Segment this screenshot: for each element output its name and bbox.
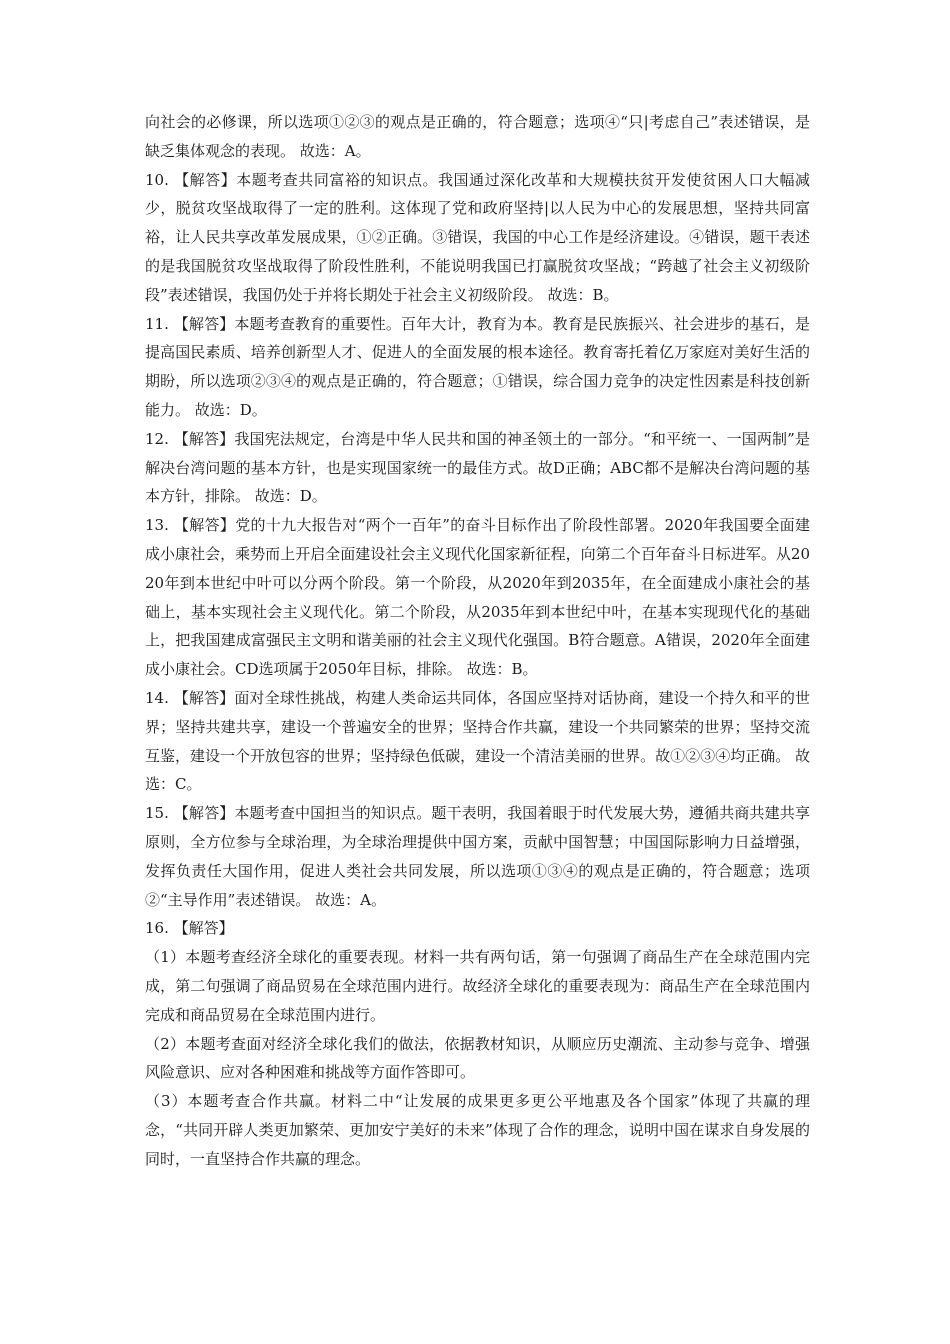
answer-paragraph-16-part-3: （3）本题考查合作共赢。材料二中“让发展的成果更多更公平地惠及各个国家”体现了共赢的理念，“共同开辟人类更加繁荣、更加安宁美好的未来”体现了合作的理念，说明中国在谋求自身发展的同时，一直坚持合作共赢的理念。 xyxy=(145,1092,810,1168)
answer-paragraph-11: 11. 【解答】本题考查教育的重要性。百年大计，教育为本。教育是民族振兴、社会进步的基石，是提高国民素质、培养创新型人才、促进人的全面发展的根本途径。教育寄托着亿万家庭对美好生活的期盼，所以选项②③④的观点是正确的，符合题意；①错误，综合国力竞争的决定性因素是科技创新能力。 故选：D。 xyxy=(145,314,810,419)
answer-paragraph-16-part-1: （1）本题考查经济全球化的重要表现。材料一共有两句话，第一句强调了商品生产在全球范围内完成，第二句强调了商品贸易在全球范围内进行。故经济全球化的重要表现为：商品生产在全球范围内完成和商品贸易在全球范围内进行。 xyxy=(145,948,810,1024)
answer-text-block xyxy=(145,108,810,1173)
answer-paragraph-12: 12. 【解答】我国宪法规定，台湾是中华人民共和国的神圣领土的一部分。“和平统一、一国两制”是解决台湾问题的基本方针，也是实现国家统一的最佳方式。故D正确；ABC都不是解决台湾问题的基本方针，排除。 故选：D。 xyxy=(145,429,810,506)
answer-paragraph-10: 10. 【解答】本题考查共同富裕的知识点。我国通过深化改革和大规模扶贫开发使贫困人口大幅减少，脱贫攻坚战取得了一定的胜利。这体现了党和政府坚持|以人民为中心的发展思想，坚持共同富裕，让人民共享改革发展成果，①②正确。③错误，我国的中心工作是经济建设。④错误，题干表述的是我国脱贫攻坚战取得了阶段性胜利，不能说明我国已打赢脱贫攻坚战；“跨越了社会主义初级阶段”表述错误，我国仍处于并将长期处于社会主义初级阶段。 故选：B。 xyxy=(145,170,810,304)
answer-paragraph-9-continued: 向社会的必修课，所以选项①②③的观点是正确的，符合题意；选项④“只|考虑自己”表述错误，是缺乏集体观念的表现。 故选：A。 xyxy=(145,113,810,160)
answer-paragraph-14: 14. 【解答】面对全球性挑战，构建人类命运共同体，各国应坚持对话协商，建设一个持久和平的世界；坚持共建共享，建设一个普遍安全的世界；坚持合作共赢，建设一个共同繁荣的世界；坚持交流互鉴，建设一个开放包容的世界；坚持绿色低碳，建设一个清洁美丽的世界。故①②③④均正确。 故选：C。 xyxy=(145,688,810,794)
answer-paragraph-15: 15. 【解答】本题考查中国担当的知识点。题干表明，我国着眼于时代发展大势，遵循共商共建共享原则，全方位参与全球治理，为全球治理提供中国方案，贡献中国智慧；中国国际影响力日益增强，发挥负责任大国作用，促进人类社会共同发展，所以选项①③④的观点是正确的，符合题意；选项②“主导作用”表述错误。 故选：A。 xyxy=(145,804,810,909)
answer-paragraph-16-part-2: （2）本题考查面对经济全球化我们的做法，依据教材知识，从顺应历史潮流、主动参与竞争、增强风险意识、应对各种困难和挑战等方面作答即可。 xyxy=(145,1034,810,1082)
answer-paragraph-16-heading: 16. 【解答】 xyxy=(145,919,234,938)
answer-paragraph-13: 13. 【解答】党的十九大报告对“两个一百年”的奋斗目标作出了阶段性部署。2020年我国要全面建成小康社会，乘势而上开启全面建设社会主义现代化国家新征程，向第二个百年奋斗日标进军。从2020年到本世纪中叶可以分两个阶段。第一个阶段，从2020年到2035年，在全面建成小康社会的基础上，基本实现社会主义现代化。第二个阶段，从2035年到本世纪中叶，在基本实现现代化的基础上，把我国建成富强民主文明和谐美丽的社会主义现代化强国。B符合题意。A错误，2020年全面建成小康社会。CD选项属于2050年目标，排除。 故选：B。 xyxy=(145,516,810,679)
